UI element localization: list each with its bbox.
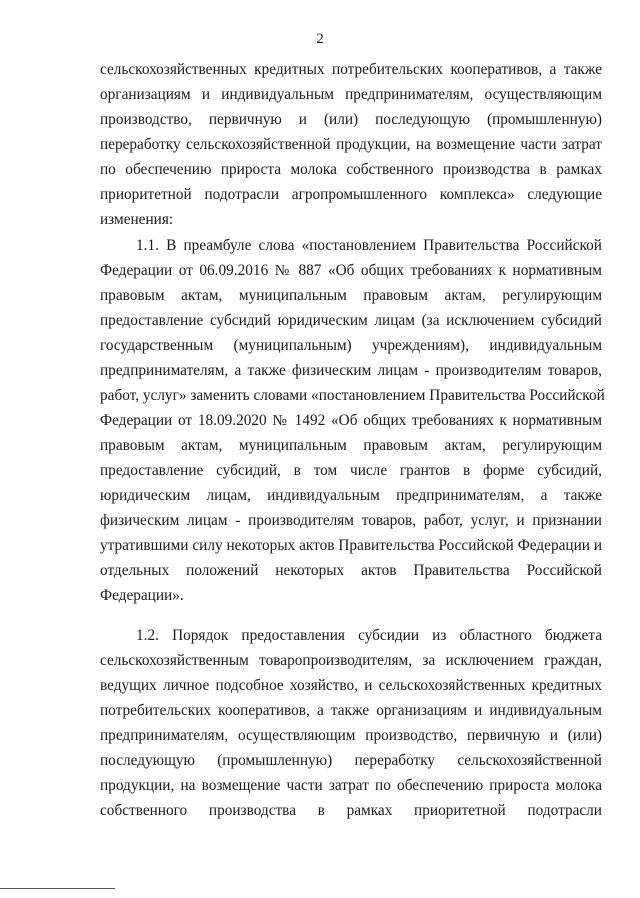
text-line: Федерации от 06.09.2016 № 887 «Об общих требованиях к нормативным (100, 262, 602, 279)
text-line: юридическим лицам, индивидуальным предпринимателям, а также (100, 487, 602, 504)
text-line: правовым актам, муниципальным правовым актам, регулирующим (100, 287, 602, 304)
text-line: работ, услуг» заменить словами «постановлением Правительства Российской (100, 387, 605, 404)
text-line: правовым актам, муниципальным правовым актам, регулирующим (100, 437, 602, 454)
text-line: предоставление субсидий, в том числе грантов в форме субсидий, (100, 462, 602, 479)
text-line: производство, первичную и (или) последующую (промышленную) (100, 111, 602, 128)
text-line: приоритетной подотрасли агропромышленного комплекса» следующие (100, 186, 602, 203)
text-line: отдельных положений некоторых актов Правительства Российской (100, 562, 602, 579)
text-line: сельскохозяйственным товаропроизводителям, за исключением граждан, (100, 652, 602, 669)
paragraph-1-2-procedure (100, 623, 602, 823)
text-line: собственного производства в рамках приоритетной подотрасли (100, 802, 602, 819)
text-line: предпринимателям, осуществляющим производство, первичную и (или) (100, 727, 602, 744)
text-line: государственным (муниципальным) учреждениям), индивидуальным (100, 337, 602, 354)
text-line: физическим лицам - производителям товаров, работ, услуг, и признании (100, 512, 602, 529)
text-line: сельскохозяйственных кредитных потребительских кооперативов, а также (100, 61, 602, 78)
text-line: 1.1. В преамбуле слова «постановлением Правительства Российской (136, 237, 602, 254)
text-line: Федерации». (100, 587, 184, 604)
text-line: переработку сельскохозяйственной продукции, на возмещение части затрат (100, 136, 602, 153)
page-number: 2 (316, 31, 324, 47)
text-line: предпринимателям, а также физическим лицам - производителям товаров, (100, 362, 602, 379)
text-line: продукции, на возмещение части затрат по обеспечению прироста молока (100, 777, 602, 794)
footer-rule (0, 888, 115, 889)
text-line: изменения: (100, 211, 174, 228)
text-line: потребительских кооперативов, а также организациям и индивидуальным (100, 702, 602, 719)
text-line: по обеспечению прироста молока собственного производства в рамках (100, 161, 602, 178)
text-line: Федерации от 18.09.2020 № 1492 «Об общих требованиях к нормативным (100, 412, 602, 429)
text-line: ведущих личное подсобное хозяйство, и сельскохозяйственных кредитных (100, 677, 602, 694)
text-line: последующую (промышленную) переработку сельскохозяйственной (100, 752, 602, 769)
text-line: 1.2. Порядок предоставления субсидии из областного бюджета (136, 627, 602, 644)
paragraph-1-1-preamble-change (100, 233, 605, 608)
text-line: предоставление субсидий юридическим лицам (за исключением субсидий (100, 312, 602, 329)
paragraph-intro-continuation (100, 57, 602, 232)
text-line: утратившими силу некоторых актов Правительства Российской Федерации и (100, 537, 602, 554)
text-line: организациям и индивидуальным предпринимателям, осуществляющим (100, 86, 602, 103)
